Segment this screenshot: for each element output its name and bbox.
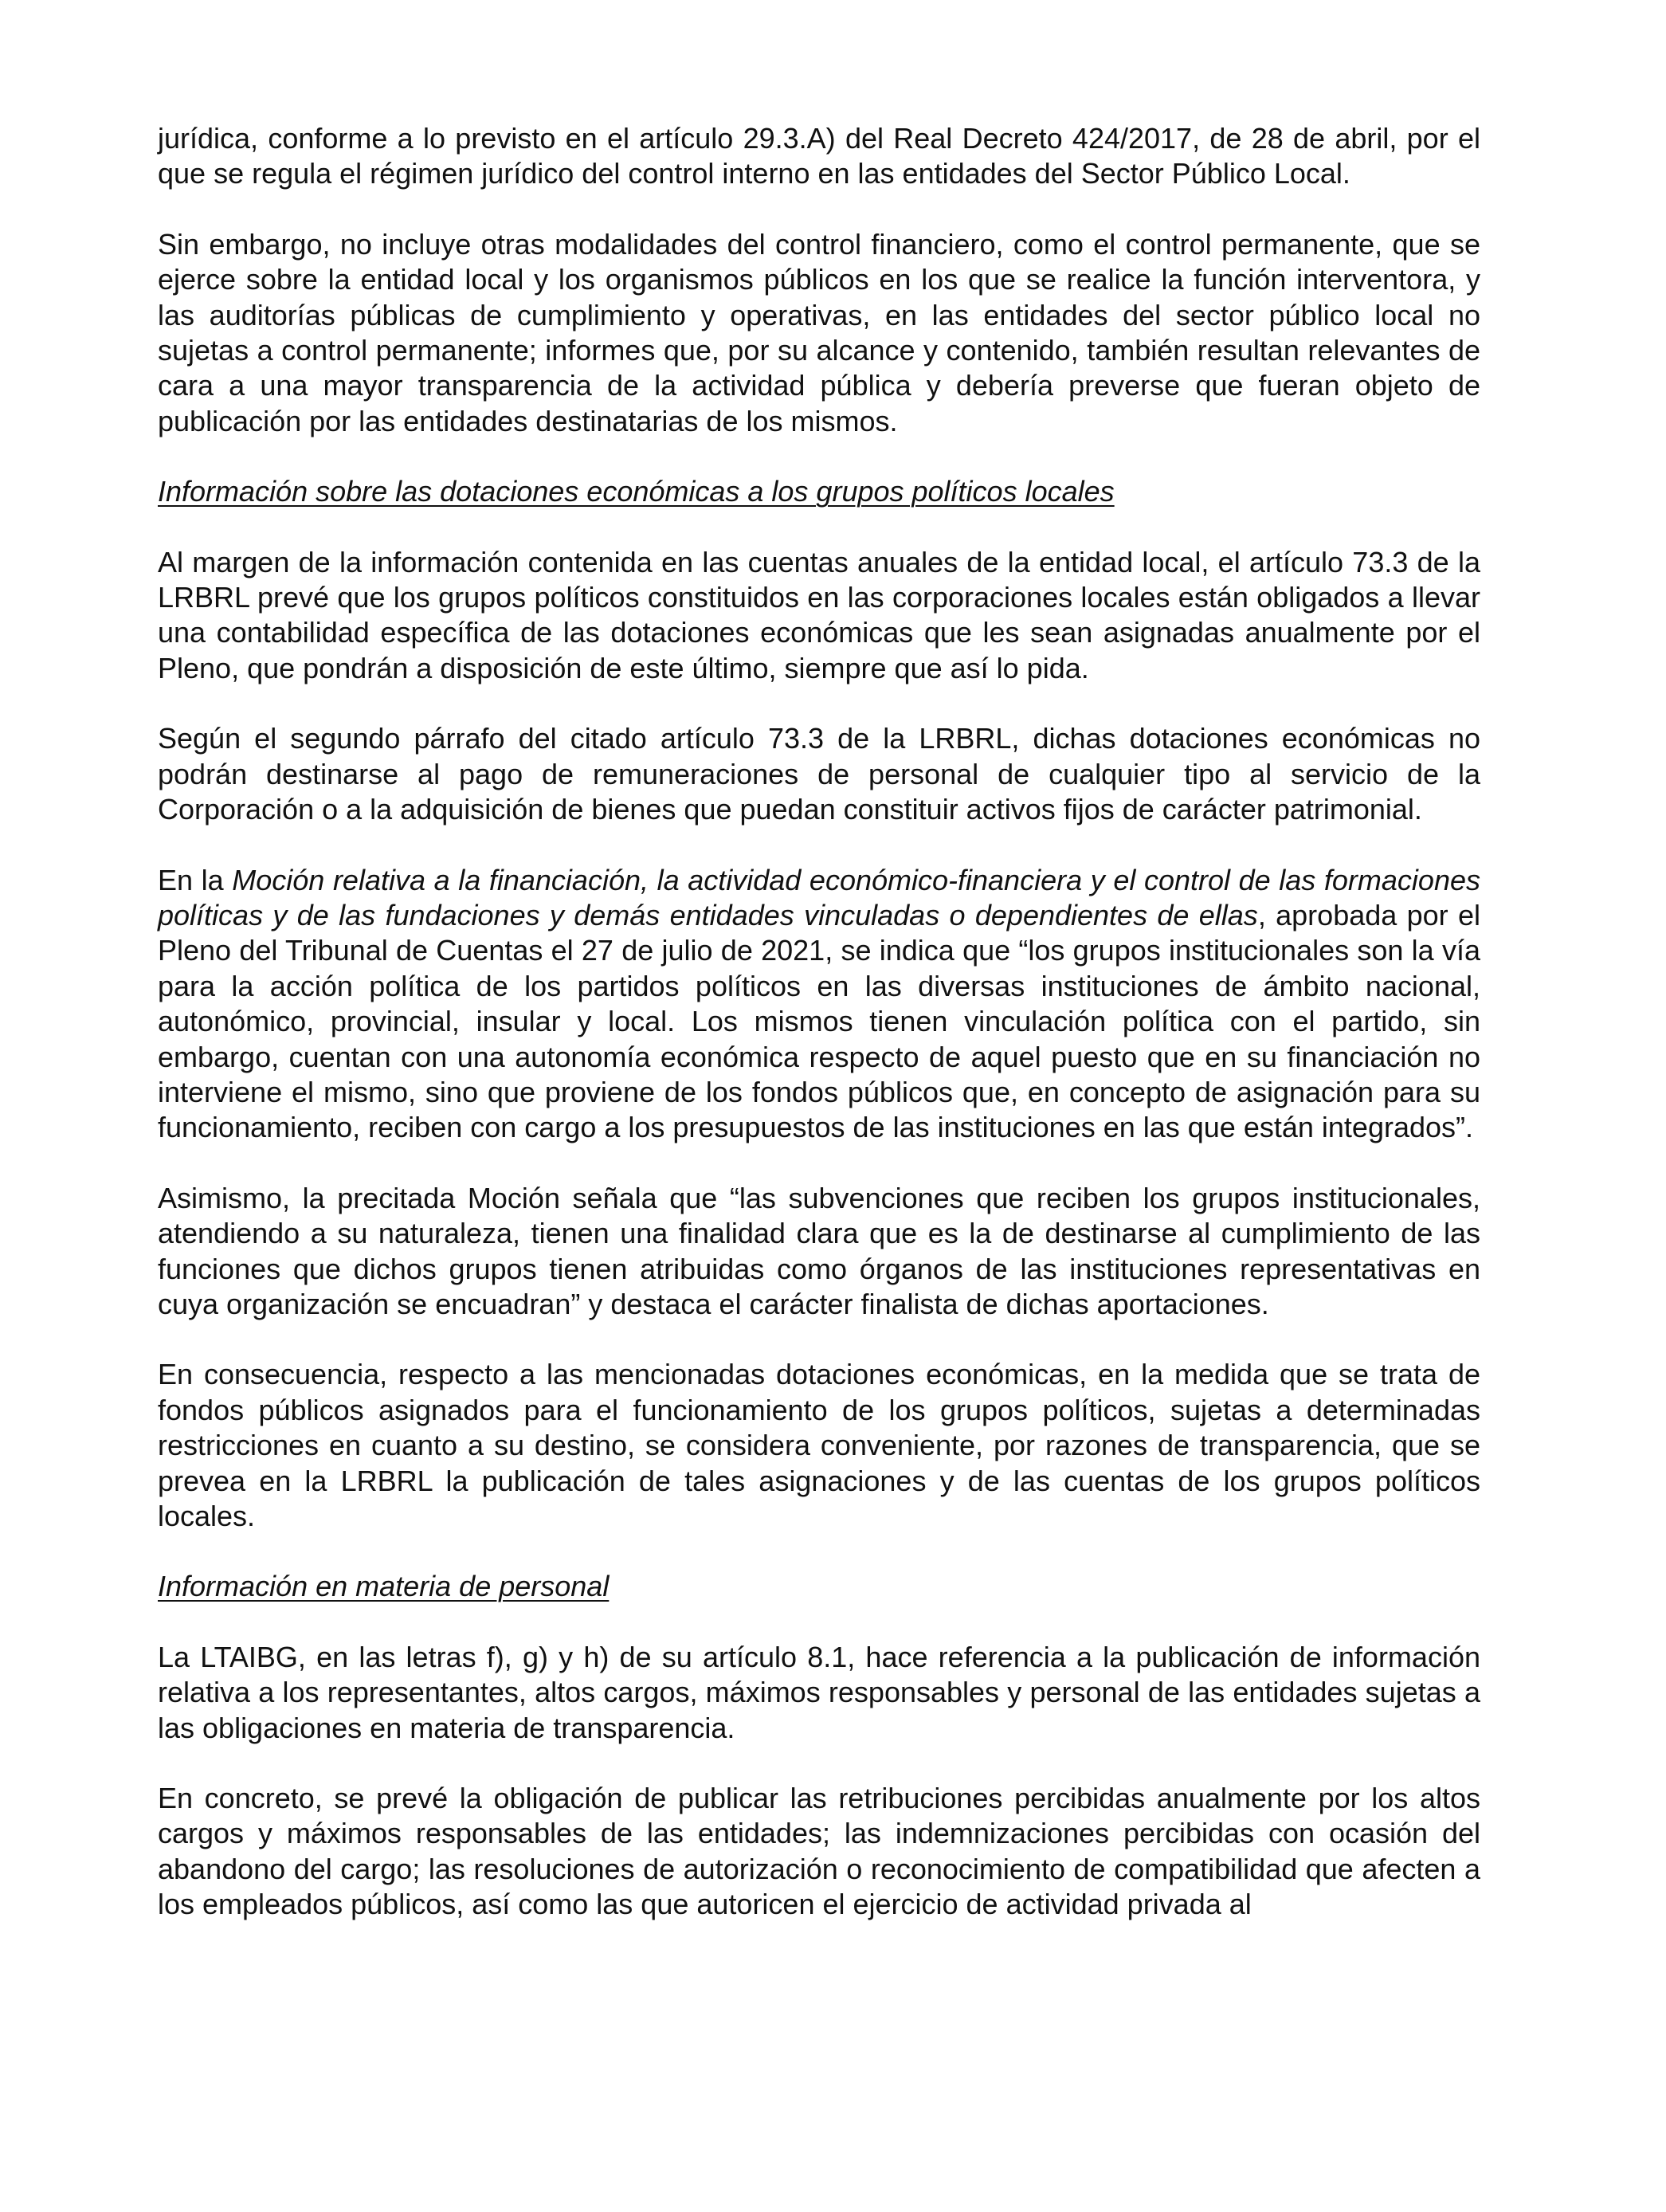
paragraph-control-financiero: Sin embargo, no incluye otras modalidades del control financiero, como el control permanente, que se ejerce sobre la entidad local y los organismos públicos en los que se realice la función interventora, y las auditorías públicas de cumplimiento y operativas, en las entidades del sector público local no sujetas a control permanente; informes que, por su alcance y contenido, también resultan relevantes de cara a una mayor transparencia de la actividad pública y debería preverse que fueran objeto de publicación por las entidades destinatarias de los mismos.	[158, 227, 1480, 437]
section-heading-dotaciones: Información sobre las dotaciones económicas a los grupos políticos locales	[158, 475, 1115, 508]
section-heading-personal: Información en materia de personal	[158, 1570, 610, 1603]
paragraph-subvenciones: Asimismo, la precitada Moción señala que “las subvenciones que reciben los grupos institucionales, atendiendo a su naturaleza, tienen una finalidad clara que es la de destinarse al cumplimiento de las funciones que dichos grupos tienen atribuidas como órganos de las instituciones representativas en cuya organización se encuadran” y destaca el carácter finalista de dichas aportaciones.	[158, 1181, 1480, 1320]
mocion-title-text: Moción relativa a la financiación, la actividad económico-financiera y el control de las formaciones políticas y de las fundaciones y demás entidades vinculadas o dependientes de ellas	[158, 863, 1480, 931]
mocion-rest-text: , aprobada por el Pleno del Tribunal de Cuentas el 27 de julio de 2021, se indica que “los grupos institucionales son la vía para la acción política de los partidos políticos en las diversas instituciones de ámbito nacional, autonómico, provincial, insular y local. Los mismos tienen vinculación política con el partido, sin embargo, cuentan con una autonomía económica respecto de aquel puesto que en su financiación no interviene el mismo, sino que proviene de los fondos públicos que, en concepto de asignación para su funcionamiento, reciben con cargo a los presupuestos de las instituciones en las que están integrados”.	[158, 898, 1480, 1144]
paragraph-segundo-parrafo: Según el segundo párrafo del citado artículo 73.3 de la LRBRL, dichas dotaciones económicas no podrán destinarse al pago de remuneraciones de personal de cualquier tipo al servicio de la Corporación o a la adquisición de bienes que puedan constituir activos fijos de carácter patrimonial.	[158, 722, 1480, 826]
paragraph-consecuencia: En consecuencia, respecto a las mencionadas dotaciones económicas, en la medida que se trata de fondos públicos asignados para el funcionamiento de los grupos políticos, sujetas a determinadas restricciones en cuanto a su destino, se considera conveniente, por razones de transparencia, que se prevea en la LRBRL la publicación de tales asignaciones y de las cuentas de los grupos políticos locales.	[158, 1358, 1480, 1532]
document-body	[158, 121, 1480, 1958]
mocion-intro-text: En la	[158, 863, 233, 896]
paragraph-retribuciones: En concreto, se prevé la obligación de publicar las retribuciones percibidas anualmente por los altos cargos y máximos responsables de las entidades; las indemnizaciones percibidas con ocasión del abandono del cargo; las resoluciones de autorización o reconocimiento de compatibilidad que afecten a los empleados públicos, así como las que autoricen el ejercicio de actividad privada al	[158, 1782, 1480, 1921]
paragraph-articulo-73-3: Al margen de la información contenida en las cuentas anuales de la entidad local, el artículo 73.3 de la LRBRL prevé que los grupos políticos constituidos en las corporaciones locales están obligados a llevar una contabilidad específica de las dotaciones económicas que les sean asignadas anualmente por el Pleno, que pondrán a disposición de este último, siempre que así lo pida.	[158, 545, 1480, 684]
paragraph-ltaibg: La LTAIBG, en las letras f), g) y h) de su artículo 8.1, hace referencia a la publicación de información relativa a los representantes, altos cargos, máximos responsables y personal de las entidades sujetas a las obligaciones en materia de transparencia.	[158, 1640, 1480, 1744]
paragraph-real-decreto: jurídica, conforme a lo previsto en el artículo 29.3.A) del Real Decreto 424/2017, de 28 de abril, por el que se regula el régimen jurídico del control interno en las entidades del Sector Público Local.	[158, 122, 1480, 190]
paragraph-mocion-tribunal	[158, 863, 1480, 1146]
